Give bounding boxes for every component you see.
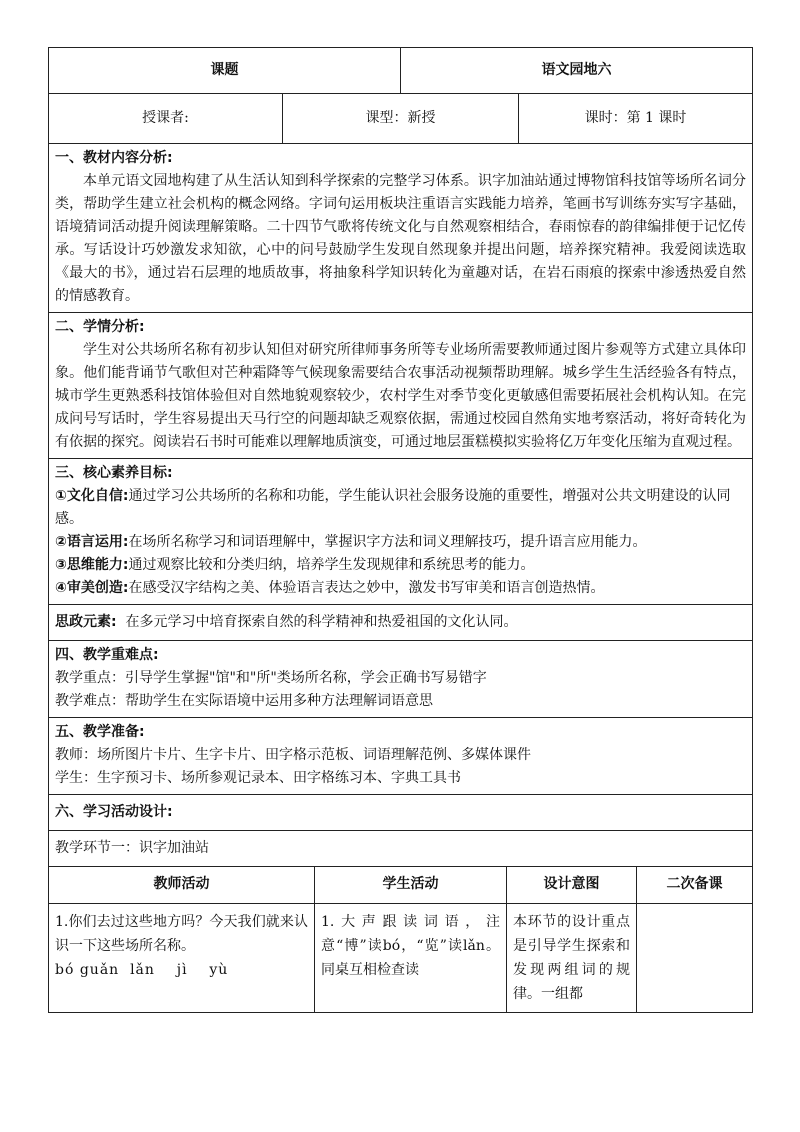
ideology-text: 在多元学习中培育探索自然的科学精神和热爱祖国的文化认同。 <box>125 614 518 630</box>
section-heading: 五、教学准备: <box>55 724 145 740</box>
section-body: 学生对公共场所名称有初步认知但对研究所律师事务所等专业场所需要教师通过图片参观等方式建立具体印象。他们能背诵节气歌但对芒种霜降等气候现象需要结合农事活动视频帮助理解。城乡学生生活经验各有特点，城市学生更熟悉科技馆体验但对自然地貌观察较少，农村学生对季节变化更敏感但需要拓展社会机构认知。在完成问号写话时，学生容易提出天马行空的问题却缺乏观察依据，需通过校园自然角实地考察活动，将好奇转化为有依据的探究。阅读岩石书时可能难以理解地质演变，可通过地层蛋糕模拟实验将亿万年变化压缩为直观过程。 <box>55 342 746 450</box>
section-heading: 三、核心素养目标: <box>55 465 173 481</box>
goal-item <box>55 531 746 554</box>
section-learner-analysis <box>49 313 753 459</box>
teacher-label: 授课者: <box>49 94 283 144</box>
design-intent-cell: 本环节的设计重点是引导学生探索和发现两组词的规律。一组都 <box>507 903 637 1012</box>
section-heading: 四、教学重难点: <box>55 647 159 663</box>
goal-label: ④审美创造: <box>55 580 129 596</box>
section-key-points <box>49 641 753 718</box>
title-label: 课题 <box>49 48 401 94</box>
section-material-analysis <box>49 144 753 313</box>
goal-label: ①文化自信: <box>55 488 129 504</box>
section-heading: 一、教材内容分析: <box>55 150 173 166</box>
section-ideology-element <box>49 605 753 641</box>
lesson-type: 课型：新授 <box>283 94 519 144</box>
goal-text: 在感受汉字结构之美、体验语言表达之妙中，激发书写审美和语言创造热情。 <box>128 580 605 596</box>
teacher-activity-text: 1.你们去过这些地方吗？今天我们就来认识一下这些场所名称。 <box>55 913 308 954</box>
goal-item <box>55 485 746 531</box>
section-core-goals <box>49 459 753 605</box>
section-body: 本单元语文园地构建了从生活认知到科学探索的完整学习体系。识字加油站通过博物馆科技馆等场所名词分类，帮助学生建立社会机构的概念网络。字词句运用板块注重语言实践能力培养，笔画书写训练夯实写字基础，语境猜词活动提升阅读理解策略。二十四节气歌将传统文化与自然观察相结合，春雨惊春的韵律编排便于记忆传承。写话设计巧妙激发求知欲，心中的问号鼓励学生发现自然现象并提出问题，培养探究精神。我爱阅读选取《最大的书》，通过岩石层理的地质故事，将抽象科学知识转化为童趣对话，在岩石雨痕的探索中渗透热爱自然的情感教育。 <box>55 173 746 304</box>
goal-item <box>55 577 746 600</box>
section-heading: 六、学习活动设计: <box>55 804 173 820</box>
goal-label: ③思维能力: <box>55 557 129 573</box>
goal-text: 通过学习公共场所的名称和功能，学生能认识社会服务设施的重要性，增强对公共文明建设的认同感。 <box>55 488 731 527</box>
student-activity-cell: 1.大声跟读词语，注意“博”读bó，“览”读lǎn。同桌互相检查读 <box>315 903 507 1012</box>
goal-text: 通过观察比较和分类归纳，培养学生发现规律和系统思考的能力。 <box>128 557 535 573</box>
header-second-prep: 二次备课 <box>637 867 753 903</box>
section-preparation <box>49 718 753 795</box>
student-prep-line: 学生：生字预习卡、场所参观记录本、田字格练习本、字典工具书 <box>55 770 461 786</box>
teacher-activity-pinyin: bó guǎn lǎn jì yù <box>55 961 229 978</box>
section-activity-design <box>49 795 753 831</box>
difficulty-line: 教学难点：帮助学生在实际语境中运用多种方法理解词语意思 <box>55 693 433 709</box>
teacher-activity-cell <box>49 903 315 1012</box>
header-design-intent: 设计意图 <box>507 867 637 903</box>
teacher-prep-line: 教师：场所图片卡片、生字卡片、田字格示范板、词语理解范例、多媒体课件 <box>55 747 531 763</box>
activity-table <box>48 867 753 1013</box>
lesson-plan-document <box>48 47 752 1013</box>
header-student-activity: 学生活动 <box>315 867 507 903</box>
lesson-period: 课时：第 1 课时 <box>519 94 753 144</box>
section-heading: 二、学情分析: <box>55 319 145 335</box>
ideology-label: 思政元素: <box>55 614 117 630</box>
title-value: 语文园地六 <box>401 48 753 94</box>
header-teacher-activity: 教师活动 <box>49 867 315 903</box>
goal-item <box>55 554 746 577</box>
lesson-plan-table <box>48 47 753 867</box>
goal-label: ②语言运用: <box>55 534 129 550</box>
teaching-step: 教学环节一：识字加油站 <box>49 831 753 867</box>
second-prep-cell <box>637 903 753 1012</box>
key-point-line: 教学重点：引导学生掌握"馆"和"所"类场所名称，学会正确书写易错字 <box>55 670 487 686</box>
goal-text: 在场所名称学习和词语理解中，掌握识字方法和词义理解技巧，提升语言应用能力。 <box>128 534 647 550</box>
